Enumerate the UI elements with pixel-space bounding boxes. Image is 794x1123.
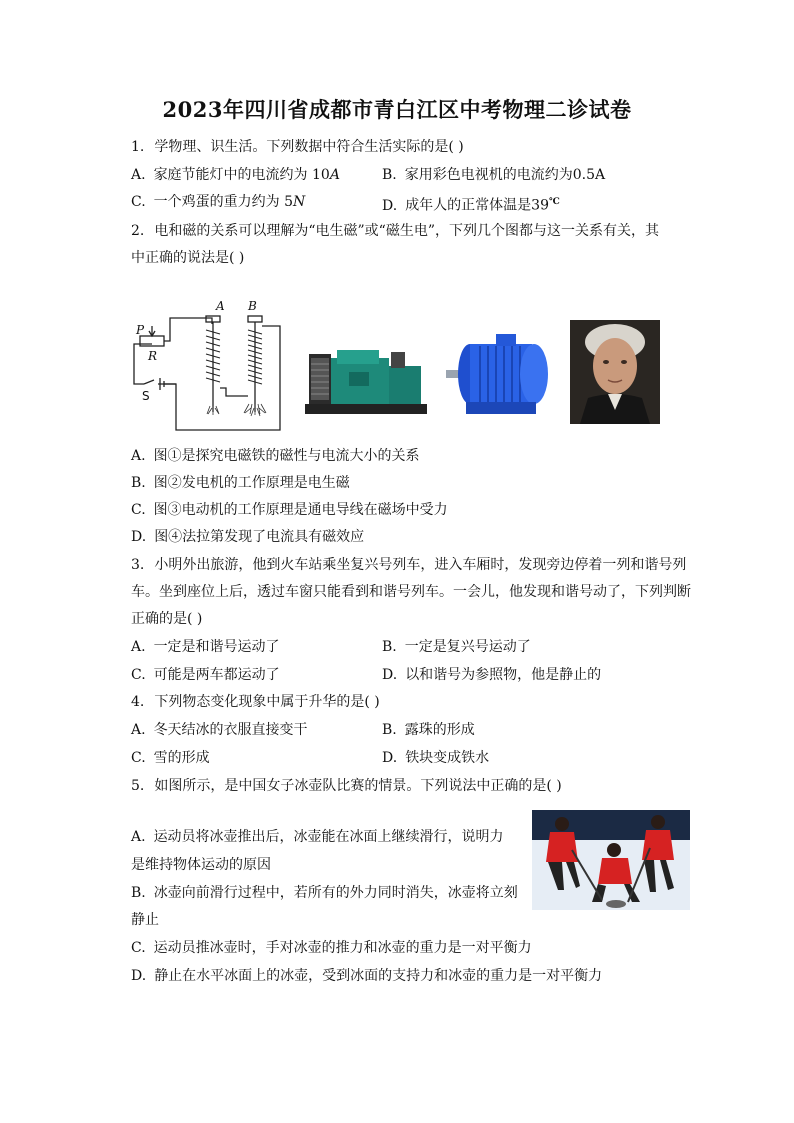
q4-number: 4. <box>131 694 145 710</box>
q1-option-b: B. 家用彩色电视机的电流约为0.5A <box>382 167 606 183</box>
q2-stem-line1: 2. 电和磁的关系可以理解为“电生磁”或“磁生电”，下列几个图都与这一关系有关，其 <box>131 223 659 239</box>
q3-option-d: D. 以和谐号为参照物，他是静止的 <box>382 667 602 683</box>
q4-option-d: D. 铁块变成铁水 <box>382 750 490 766</box>
curling-photo-figure <box>532 810 690 910</box>
q3-stem-line3: 正确的是( ) <box>131 611 203 627</box>
circuit-diagram <box>130 296 282 434</box>
generator-figure <box>305 332 427 424</box>
faraday-portrait-figure <box>570 320 660 424</box>
q3-stem-line2: 车。坐到座位上后，透过车窗只能看到和谐号列车。一会儿，他发现和谐号动了，下列判断 <box>131 584 691 600</box>
q1-stem <box>131 137 464 157</box>
motor-image <box>440 330 552 422</box>
q2-option-a: A. 图①是探究电磁铁的磁性与电流大小的关系 <box>131 448 420 464</box>
q5-option-d: D. 静止在水平冰面上的冰壶，受到冰面的支持力和冰壶的重力是一对平衡力 <box>131 968 603 984</box>
q5-number: 5. <box>131 778 145 794</box>
q2-option-b: B. 图②发电机的工作原理是电生磁 <box>131 475 350 491</box>
q1-number: 1. <box>131 139 145 155</box>
q2-stem-line2: 中正确的说法是( ) <box>131 250 245 266</box>
q5-option-a-line1: A. 运动员将冰壶推出后，冰壶能在冰面上继续滑行，说明力 <box>131 829 504 845</box>
q4-option-a: A. 冬天结冰的衣服直接变干 <box>131 722 308 738</box>
q1-option-a: A. 家庭节能灯中的电流约为 10A <box>131 167 340 183</box>
q1-option-d: D. 成年人的正常体温是39℃ <box>382 197 560 214</box>
q5-stem: 5. 如图所示，是中国女子冰壶队比赛的情景。下列说法中正确的是( ) <box>131 778 562 794</box>
portrait-image <box>570 320 660 424</box>
q5-option-a-line2: 是维持物体运动的原因 <box>131 857 271 873</box>
q3-option-a: A. 一定是和谐号运动了 <box>131 639 280 655</box>
curling-image <box>532 810 690 910</box>
label-r: R <box>148 349 158 363</box>
motor-figure <box>440 330 552 422</box>
q5-option-c: C. 运动员推冰壶时，手对冰壶的推力和冰壶的重力是一对平衡力 <box>131 940 532 956</box>
q3-stem-line1: 3. 小明外出旅游，他到火车站乘坐复兴号列车，进入车厢时，发现旁边停着一列和谐号列 <box>131 557 687 573</box>
label-b: B <box>248 299 257 313</box>
q5-option-b-line1: B. 冰壶向前滑行过程中，若所有的外力同时消失，冰壶将立刻 <box>131 885 518 901</box>
q1-stem-text: 学物理、识生活。下列数据中符合生活实际的是( ) <box>154 139 464 155</box>
q3-option-b: B. 一定是复兴号运动了 <box>382 639 531 655</box>
q4-stem: 4. 下列物态变化现象中属于升华的是( ) <box>131 694 380 710</box>
q2-option-d: D. 图④法拉第发现了电流具有磁效应 <box>131 529 365 545</box>
q2-number: 2. <box>131 223 145 239</box>
q4-option-b: B. 露珠的形成 <box>382 722 475 738</box>
q3-option-c: C. 可能是两车都运动了 <box>131 667 280 683</box>
q3-number: 3. <box>131 557 145 573</box>
q1-option-c: C. 一个鸡蛋的重力约为 5N <box>131 194 306 210</box>
q5-option-b-line2: 静止 <box>131 912 159 928</box>
q4-option-c: C. 雪的形成 <box>131 750 210 766</box>
page-title: 2023年四川省成都市青白江区中考物理二诊试卷 <box>162 97 632 122</box>
generator-image <box>305 332 427 424</box>
label-p: P <box>136 323 145 337</box>
label-a: A <box>216 299 225 313</box>
label-s: S <box>142 389 150 403</box>
electromagnet-circuit-figure <box>130 296 282 434</box>
q2-option-c: C. 图③电动机的工作原理是通电导线在磁场中受力 <box>131 502 448 518</box>
